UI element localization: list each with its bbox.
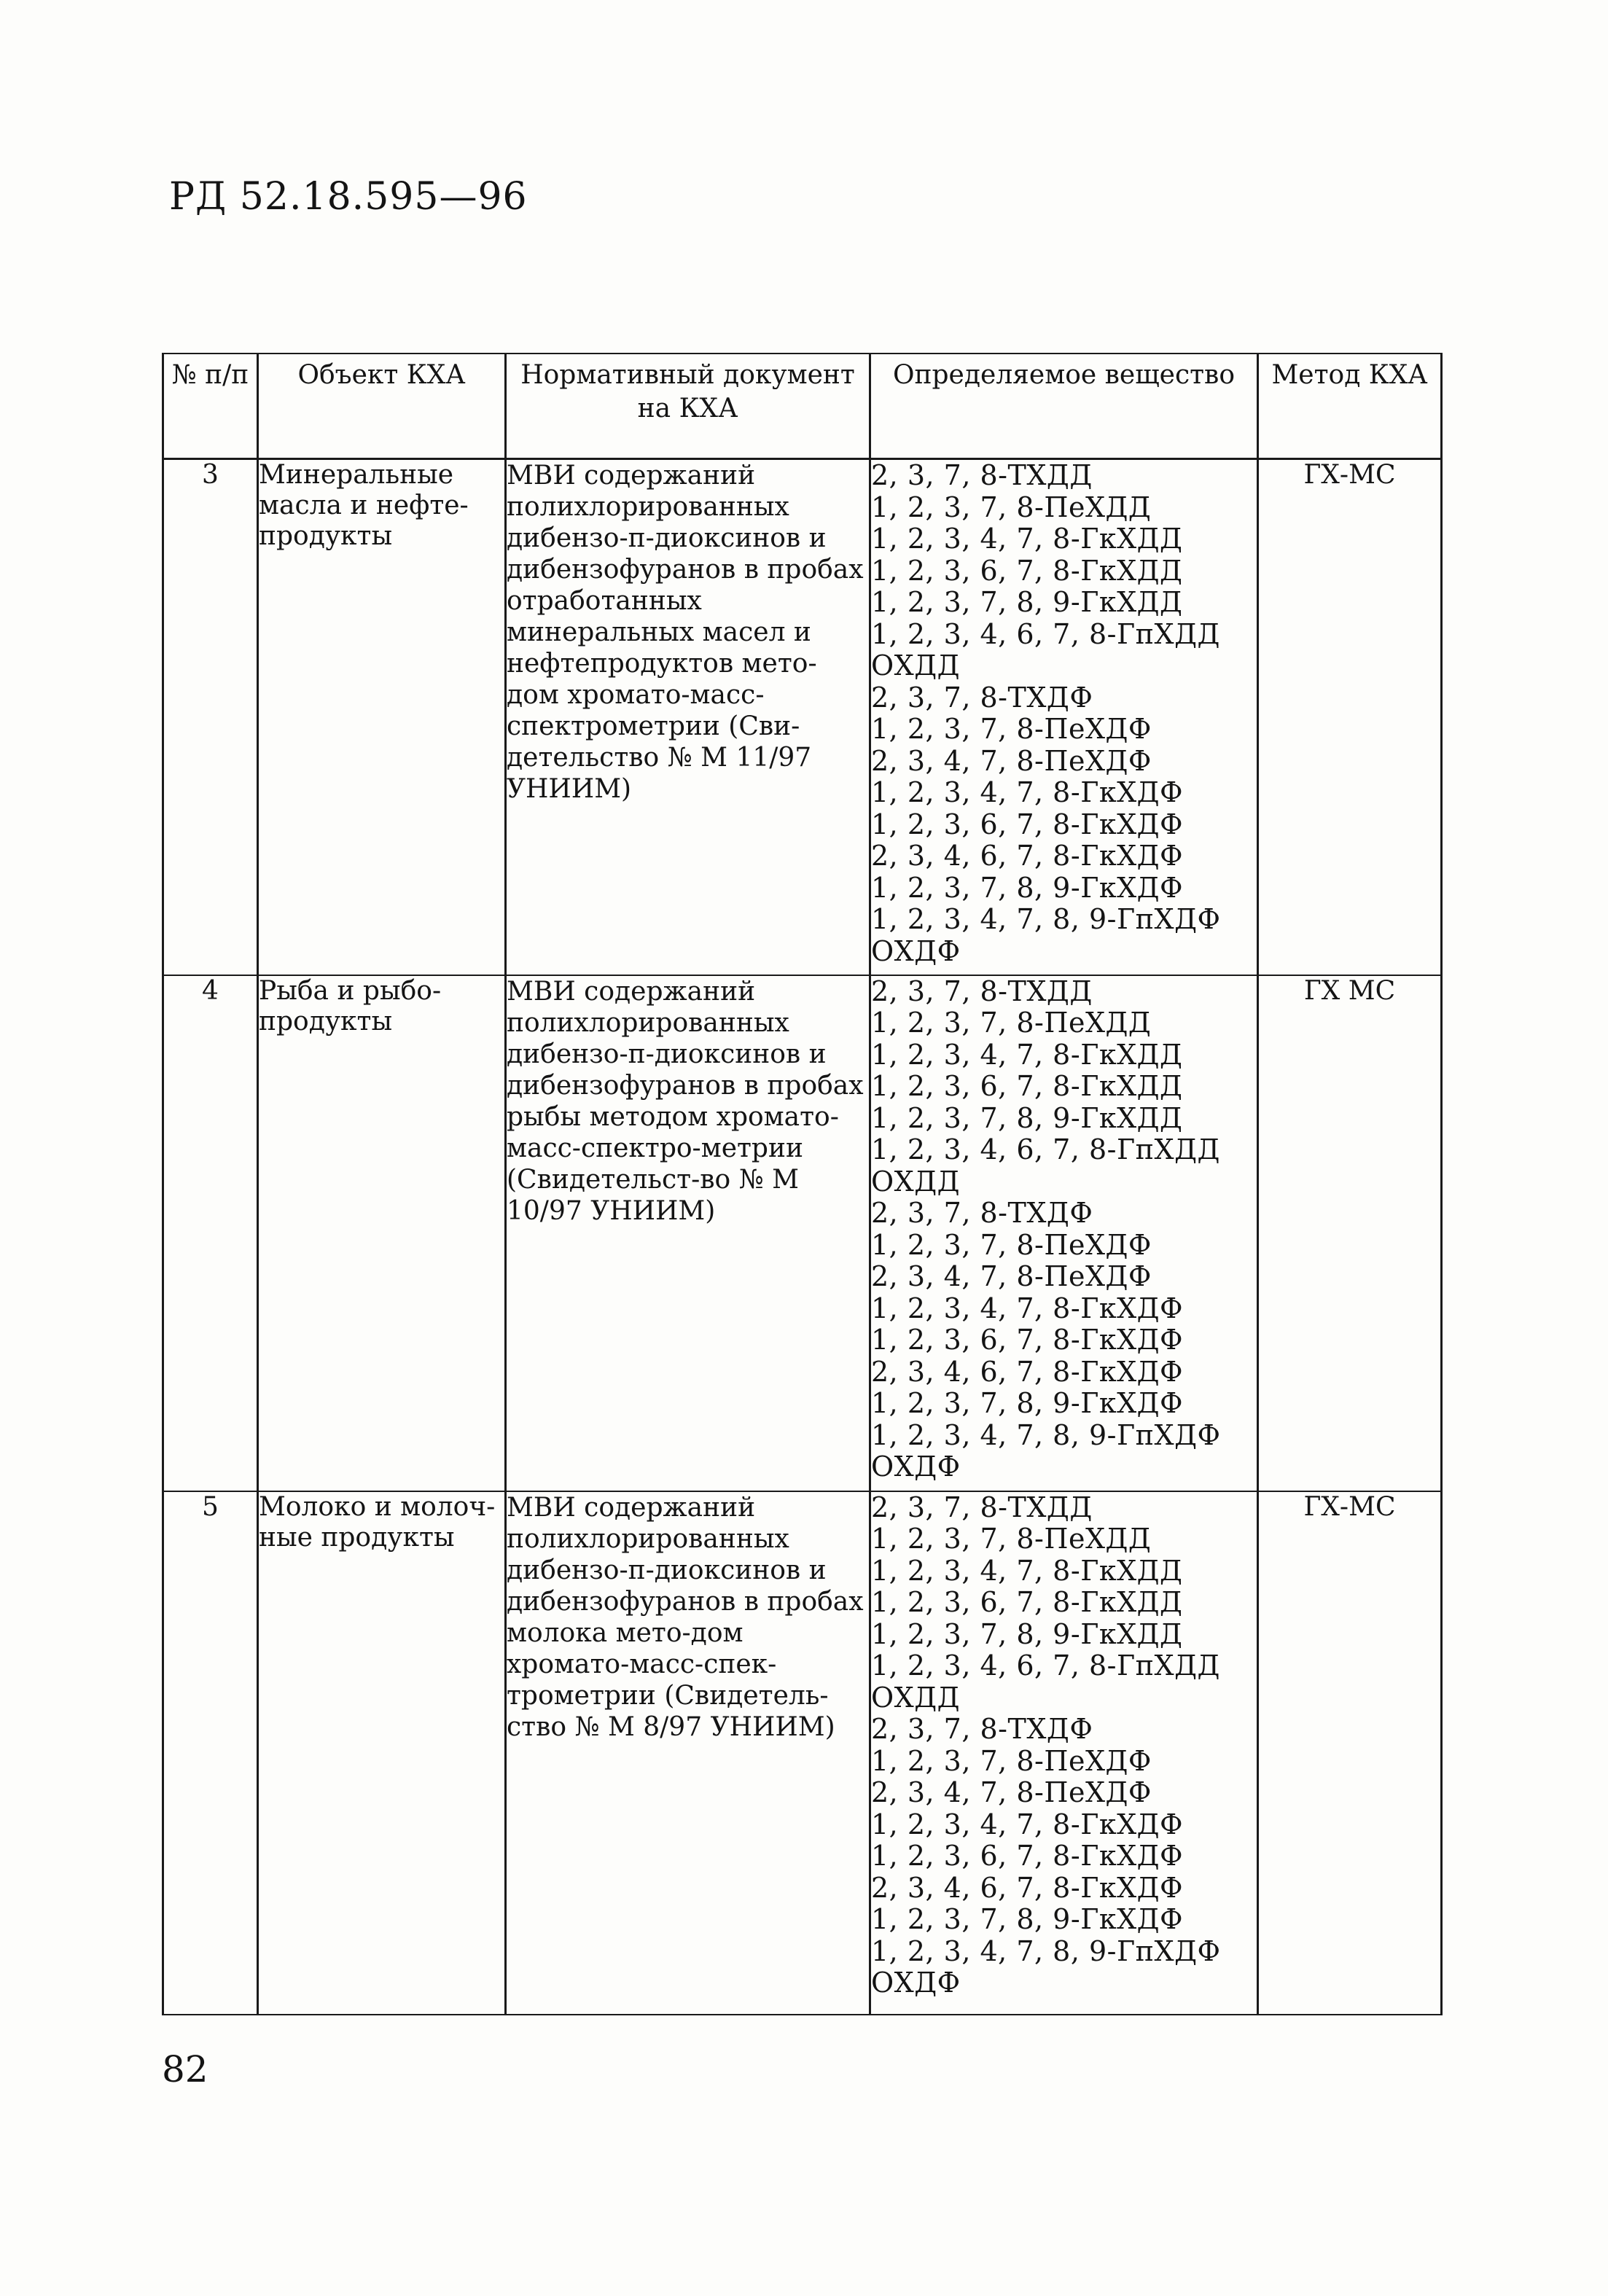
col-header-substance: Определяемое вещество <box>870 354 1258 459</box>
substance-item: 2, 3, 4, 7, 8-ПеХДФ <box>871 744 1152 777</box>
substance-item: ОХДД <box>871 1165 960 1198</box>
substance-item: 2, 3, 7, 8-ТХДФ <box>871 1713 1093 1745</box>
substance-item: 1, 2, 3, 7, 8-ПеХДД <box>871 491 1152 523</box>
row-substances <box>870 459 1258 975</box>
substance-item: 2, 3, 4, 6, 7, 8-ГкХДФ <box>871 1355 1184 1388</box>
substance-item: 2, 3, 7, 8-ТХДД <box>871 1491 1093 1523</box>
substance-item: 1, 2, 3, 7, 8-ПеХДФ <box>871 1744 1152 1777</box>
row-number: 4 <box>163 975 258 1491</box>
substance-item: 2, 3, 7, 8-ТХДД <box>871 975 1093 1007</box>
substance-item: 1, 2, 3, 7, 8, 9-ГкХДД <box>871 586 1183 618</box>
substance-item: ОХДД <box>871 649 960 682</box>
substance-item: 1, 2, 3, 4, 7, 8-ГкХДФ <box>871 1292 1184 1324</box>
substance-item: 2, 3, 4, 7, 8-ПеХДФ <box>871 1776 1152 1808</box>
substance-item: 2, 3, 7, 8-ТХДД <box>871 459 1093 491</box>
row-method: ГХ-МС <box>1258 1491 1442 2015</box>
substance-item: 1, 2, 3, 4, 6, 7, 8-ГпХДД <box>871 1133 1220 1165</box>
row-number: 3 <box>163 459 258 975</box>
row-method: ГХ МС <box>1258 975 1442 1491</box>
row-object: Молоко и молоч-ные продукты <box>258 1491 506 2015</box>
document-code-header: РД 52.18.595—96 <box>169 175 528 219</box>
table-row <box>163 1491 1442 2015</box>
substance-item: 1, 2, 3, 7, 8, 9-ГкХДД <box>871 1101 1183 1134</box>
row-document: МВИ содержаний полихлорированных дибензо-п-диоксинов и дибензофуранов в пробах рыбы методом хромато-масс-спектро-метрии (Свидетельст-во № М 10/97 УНИИМ) <box>506 975 870 1491</box>
col-header-method: Метод КХА <box>1258 354 1442 459</box>
row-document: МВИ содержаний полихлорированных дибензо-п-диоксинов и дибензофуранов в пробах отработанных минеральных масел и нефтепродуктов мето-дом хромато-масс-спектрометрии (Сви-детельство № М 11/97 УНИИМ) <box>506 459 870 975</box>
substance-item: 1, 2, 3, 6, 7, 8-ГкХДД <box>871 1070 1183 1102</box>
substance-item: 1, 2, 3, 4, 7, 8-ГкХДД <box>871 1038 1183 1071</box>
substance-item: ОХДД <box>871 1681 960 1714</box>
substance-item: 1, 2, 3, 6, 7, 8-ГкХДФ <box>871 808 1184 840</box>
row-method: ГХ-МС <box>1258 459 1442 975</box>
substance-item: 1, 2, 3, 7, 8-ПеХДД <box>871 1523 1152 1555</box>
row-number: 5 <box>163 1491 258 2015</box>
substance-item: 1, 2, 3, 4, 6, 7, 8-ГпХДД <box>871 1649 1220 1682</box>
substance-item: 1, 2, 3, 6, 7, 8-ГкХДД <box>871 554 1183 587</box>
substance-item: 1, 2, 3, 4, 7, 8-ГкХДД <box>871 523 1183 555</box>
substance-item: 1, 2, 3, 7, 8-ПеХДД <box>871 1007 1152 1039</box>
substance-item: 1, 2, 3, 7, 8, 9-ГкХДФ <box>871 1387 1184 1419</box>
table-header-row <box>163 354 1442 459</box>
substance-item: 1, 2, 3, 4, 7, 8-ГкХДФ <box>871 1808 1184 1840</box>
substance-item: 2, 3, 7, 8-ТХДФ <box>871 681 1093 714</box>
kxa-methods-table <box>162 353 1443 2015</box>
substance-item: 2, 3, 4, 6, 7, 8-ГкХДФ <box>871 1871 1184 1904</box>
substance-item: 1, 2, 3, 6, 7, 8-ГкХДФ <box>871 1840 1184 1872</box>
substance-item: 1, 2, 3, 4, 7, 8-ГкХДФ <box>871 776 1184 808</box>
substance-item: ОХДФ <box>871 1967 961 1999</box>
col-header-object: Объект КХА <box>258 354 506 459</box>
substance-item: ОХДФ <box>871 934 961 967</box>
substance-item: 2, 3, 4, 6, 7, 8-ГкХДФ <box>871 840 1184 872</box>
substance-item: ОХДФ <box>871 1450 961 1483</box>
substance-item: 1, 2, 3, 6, 7, 8-ГкХДФ <box>871 1324 1184 1356</box>
substance-item: 1, 2, 3, 4, 6, 7, 8-ГпХДД <box>871 617 1220 650</box>
table-row <box>163 459 1442 975</box>
row-substances <box>870 1491 1258 2015</box>
substance-item: 1, 2, 3, 4, 7, 8, 9-ГпХДФ <box>871 903 1221 935</box>
col-header-number: № п/п <box>163 354 258 459</box>
substance-item: 1, 2, 3, 7, 8, 9-ГкХДФ <box>871 1903 1184 1935</box>
col-header-document: Нормативный документ на КХА <box>506 354 870 459</box>
substance-item: 1, 2, 3, 7, 8, 9-ГкХДФ <box>871 871 1184 904</box>
page-number: 82 <box>162 2048 208 2090</box>
substance-item: 1, 2, 3, 4, 7, 8, 9-ГпХДФ <box>871 1934 1221 1967</box>
substance-item: 1, 2, 3, 4, 7, 8-ГкХДД <box>871 1554 1183 1587</box>
substance-item: 1, 2, 3, 7, 8-ПеХДФ <box>871 1228 1152 1261</box>
row-object: Минеральные масла и нефте-продукты <box>258 459 506 975</box>
substance-item: 1, 2, 3, 6, 7, 8-ГкХДД <box>871 1586 1183 1618</box>
substance-item: 1, 2, 3, 4, 7, 8, 9-ГпХДФ <box>871 1418 1221 1451</box>
table-row <box>163 975 1442 1491</box>
substance-item: 2, 3, 7, 8-ТХДФ <box>871 1197 1093 1229</box>
substance-item: 1, 2, 3, 7, 8, 9-ГкХДД <box>871 1617 1183 1650</box>
row-object: Рыба и рыбо-продукты <box>258 975 506 1491</box>
substance-item: 2, 3, 4, 7, 8-ПеХДФ <box>871 1260 1152 1292</box>
substance-item: 1, 2, 3, 7, 8-ПеХДФ <box>871 713 1152 745</box>
row-substances <box>870 975 1258 1491</box>
row-document: МВИ содержаний полихлорированных дибензо-п-диоксинов и дибензофуранов в пробах молока мето-дом хромато-масс-спек-трометрии (Свидетель-ство № М 8/97 УНИИМ) <box>506 1491 870 2015</box>
